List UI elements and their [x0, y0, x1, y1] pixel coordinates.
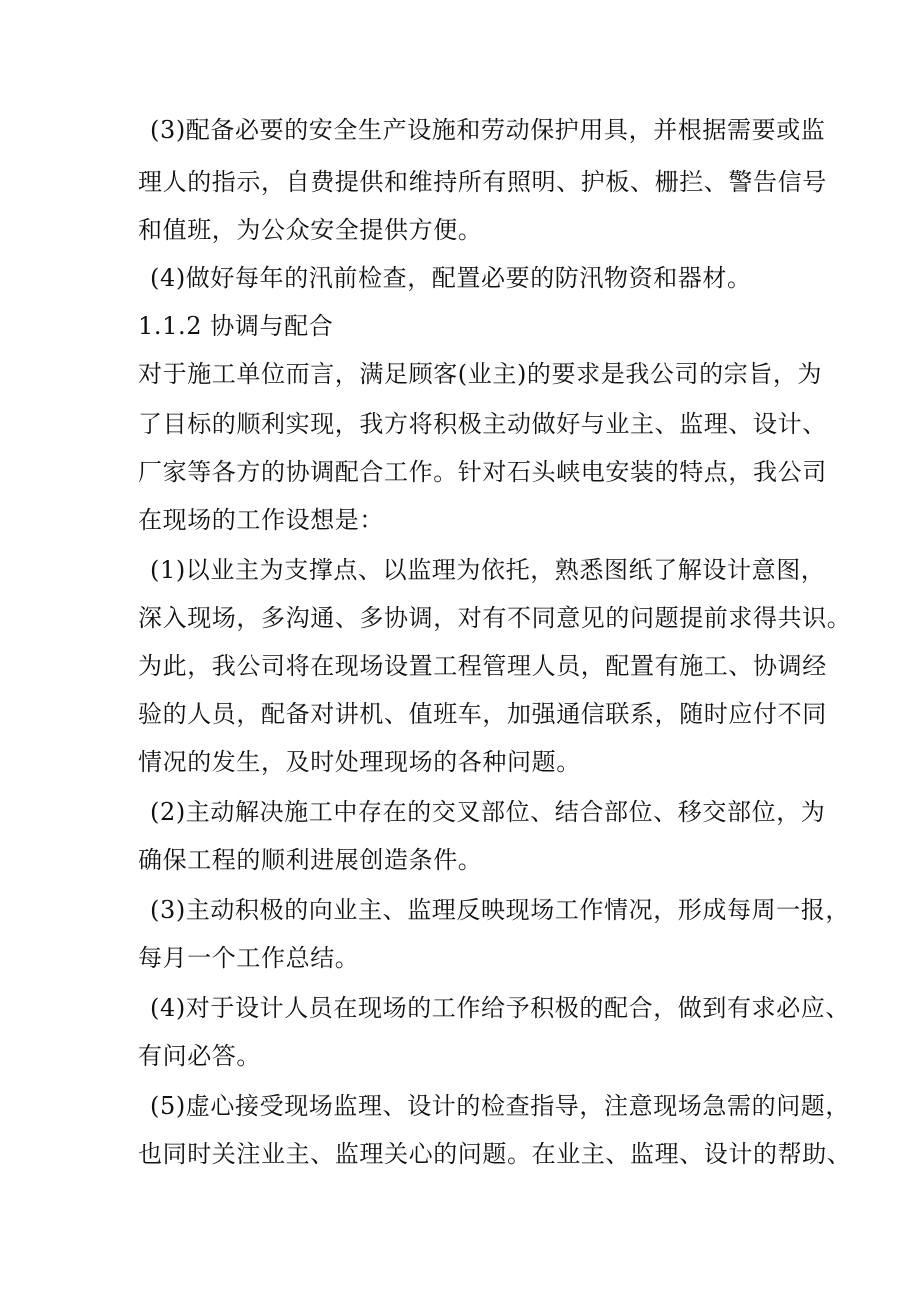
paragraph-line: 和值班，为公众安全提供方便。	[138, 216, 483, 244]
paragraph-line: 情况的发生，及时处理现场的各种问题。	[138, 748, 581, 776]
paragraph-line: 对于施工单位而言，满足顾客(业主)的要求是我公司的宗旨，为	[138, 360, 823, 388]
paragraph-line: (3)配备必要的安全生产设施和劳动保护用具，并根据需要或监	[150, 116, 826, 144]
paragraph-line: 每月一个工作总结。	[138, 944, 360, 972]
paragraph-line: 为此，我公司将在现场设置工程管理人员，配置有施工、协调经	[138, 652, 827, 680]
paragraph-line: (3)主动积极的向业主、监理反映现场工作情况，形成每周一报，	[150, 896, 850, 924]
paragraph-line: 理人的指示，自费提供和维持所有照明、护板、栅拦、警告信号	[138, 168, 827, 196]
paragraph-line: 深入现场，多沟通、多协调，对有不同意见的问题提前求得共识。	[138, 604, 852, 632]
paragraph-line: (4)做好每年的汛前检查，配置必要的防汛物资和器材。	[150, 264, 752, 292]
paragraph-line: 验的人员，配备对讲机、值班车，加强通信联系，随时应付不同	[138, 700, 827, 728]
paragraph-line: 有问必答。	[138, 1042, 261, 1070]
paragraph-line: 也同时关注业主、监理关心的问题。在业主、监理、设计的帮助、	[138, 1140, 852, 1168]
section-heading: 1.1.2 协调与配合	[138, 312, 334, 340]
paragraph-line: (2)主动解决施工中存在的交叉部位、结合部位、移交部位，为	[150, 798, 826, 826]
paragraph-line: 了目标的顺利实现，我方将积极主动做好与业主、监理、设计、	[138, 410, 827, 438]
paragraph-line: (1)以业主为支撑点、以监理为依托，熟悉图纸了解设计意图，	[150, 556, 826, 584]
paragraph-line: 厂家等各方的协调配合工作。针对石头峡电安装的特点，我公司	[138, 458, 827, 486]
paragraph-line: (4)对于设计人员在现场的工作给予积极的配合，做到有求必应、	[150, 994, 850, 1022]
paragraph-line: 确保工程的顺利进展创造条件。	[138, 846, 483, 874]
paragraph-line: 在现场的工作设想是：	[138, 506, 384, 534]
paragraph-line: (5)虚心接受现场监理、设计的检查指导，注意现场急需的问题，	[150, 1092, 850, 1120]
